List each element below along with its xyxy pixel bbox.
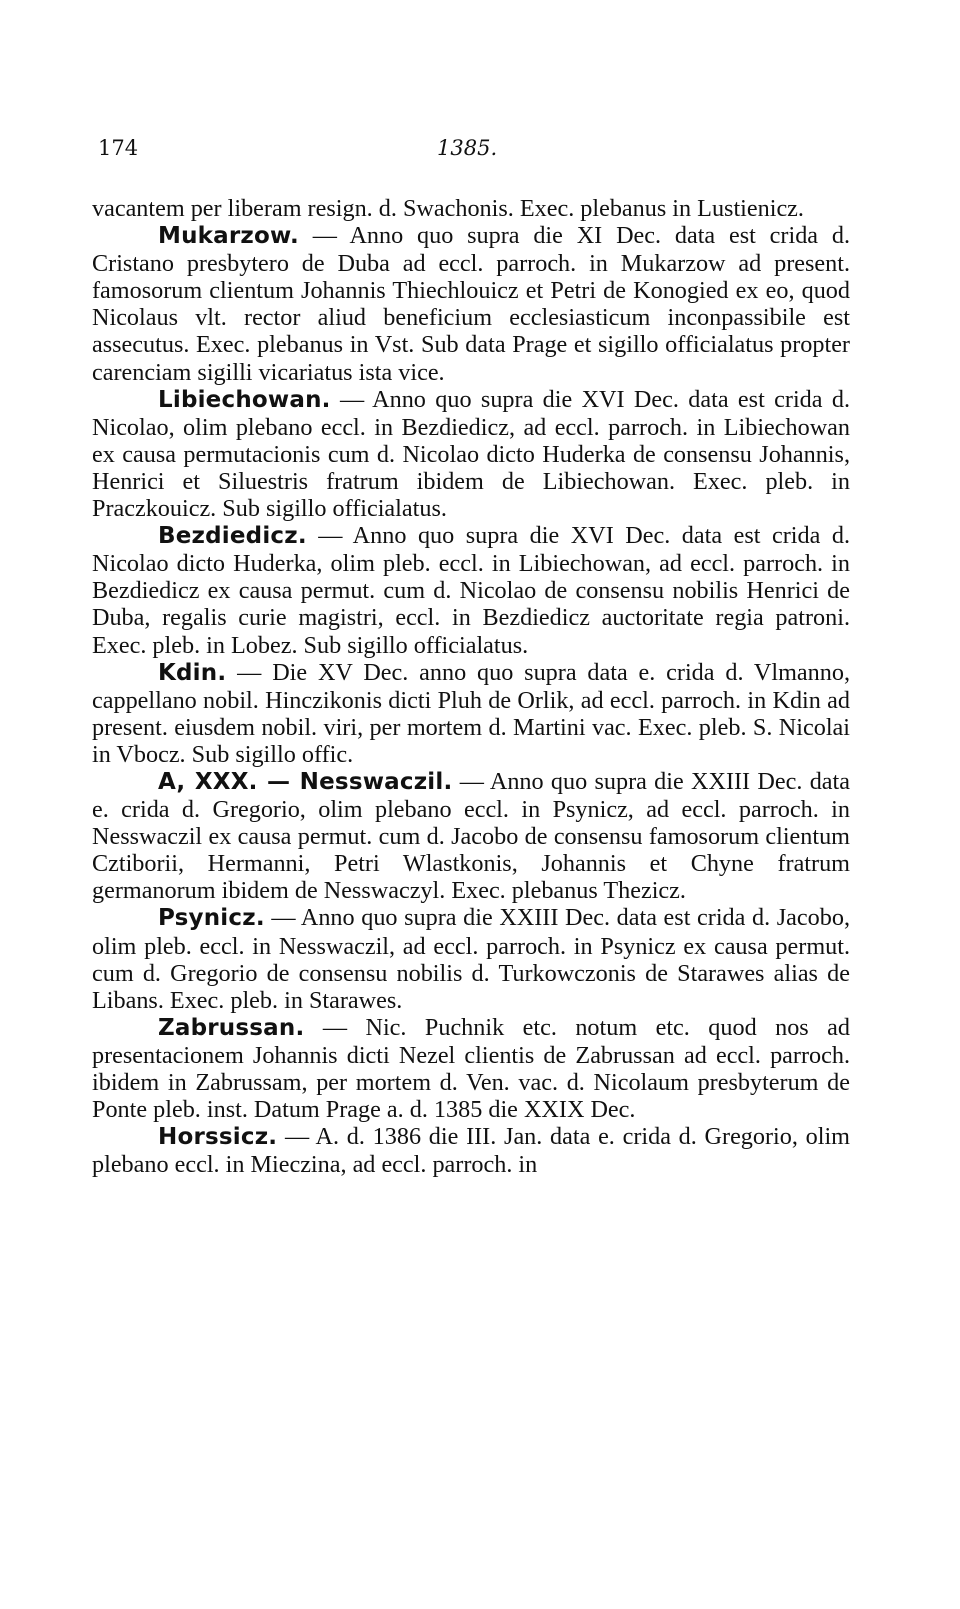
entry-heading: Zabrussan.	[158, 1014, 305, 1041]
entry-paragraph	[92, 659, 850, 768]
continuation-paragraph: vacantem per liberam resign. d. Swachonis. Exec. plebanus in Lustienicz.	[92, 195, 804, 222]
entry-paragraph	[92, 904, 850, 1013]
entry-paragraph	[92, 386, 850, 522]
page-number: 174	[98, 136, 139, 160]
entry-text: — Die XV Dec. anno quo supra data e. crida d. Vlmanno, cappellano nobil. Hinczikonis dicti Pluh de Orlik, ad eccl. parroch. in Kdin ad present. eiusdem nobil. viri, per mortem d. Martini vac. Exec. pleb. S. Nicolai in Vbocz. Sub sigillo offic.	[92, 658, 850, 768]
page-body	[92, 195, 850, 1178]
entry-heading: Mukarzow.	[158, 223, 299, 250]
entry-text: — A. d. 1386 die III. Jan. data e. crida d. Gregorio, olim plebano eccl. in Mieczina, ad eccl. parroch. in	[92, 1123, 850, 1179]
entry-heading: A, XXX. — Nesswaczil.	[158, 768, 453, 795]
entry-heading: Psynicz.	[158, 905, 265, 932]
entry-paragraph	[92, 1123, 850, 1178]
entry-paragraph	[92, 522, 850, 658]
entry-text: — Anno quo supra die XI Dec. data est crida d. Cristano presbytero de Duba ad eccl. parroch. in Mukarzow ad present. famosorum clientum Johannis Thiechlouicz et Petri de Konogied ex eo, quod Nicolaus vlt. rector aliud beneficium ecclesiasticum inconpassibile est assecutus. Exec. plebanus in Vst. Sub data Prage et sigillo officialatus propter carenciam sigilli vicariatus ista vice.	[92, 222, 850, 386]
entry-text: — Anno quo supra die XVI Dec. data est crida d. Nicolao dicto Huderka, olim pleb. eccl. in Libiechowan, ad eccl. parroch. in Bezdiedicz ex causa permut. cum d. Nicolao de consensu nobilis Henrici de Duba, regalis curie magistri, eccl. in Bezdiedicz auctoritate regia patroni. Exec. pleb. in Lobez. Sub sigillo officialatus.	[92, 522, 850, 659]
entry-paragraph	[92, 1014, 850, 1123]
entry-text: — Nic. Puchnik etc. notum etc. quod nos ad presentacionem Johannis dicti Nezel clientis de Zabrussan ad eccl. parroch. ibidem in Zabrussam, per mortem d. Ven. vac. d. Nicolaum presbyterum de Ponte pleb. inst. Datum Prage a. d. 1385 die XXIX Dec.	[92, 1013, 850, 1124]
entry-text: — Anno quo supra die XXIII Dec. data e. crida d. Gregorio, olim plebano eccl. in Psynicz, ad eccl. parroch. in Nesswaczil ex causa permut. cum d. Jacobo de consensu famosorum clientum Cztiborii, Hermanni, Petri Wlastkonis, Johannis et Chyne fratrum germanorum ibidem de Nesswaczyl. Exec. plebanus Thezicz.	[92, 767, 850, 905]
entry-paragraph	[92, 768, 850, 904]
entry-paragraph	[92, 222, 850, 386]
entry-text: — Anno quo supra die XXIII Dec. data est crida d. Jacobo, olim pleb. eccl. in Nesswaczil, ad eccl. parroch. in Psynicz ex causa permut. cum d. Gregorio de consensu nobilis d. Turkowczonis de Starawes alias de Libans. Exec. pleb. in Starawes.	[92, 904, 850, 1014]
entry-heading: Kdin.	[158, 659, 227, 686]
running-head	[92, 128, 850, 168]
book-page	[92, 128, 850, 1178]
running-head-year: 1385.	[437, 136, 498, 160]
entry-heading: Horssicz.	[158, 1124, 278, 1151]
entry-heading: Bezdiedicz.	[158, 523, 307, 550]
entry-heading: Libiechowan.	[158, 386, 331, 413]
entry-text: — Anno quo supra die XVI Dec. data est crida d. Nicolao, olim plebano eccl. in Bezdiedicz, ad eccl. parroch. in Libiechowan ex causa permutacionis cum d. Nicolao dicto Huderka de consensu Johannis, Henrici et Siluestris fratrum ibidem de Libiechowan. Exec. pleb. in Praczkouicz. Sub sigillo officialatus.	[92, 385, 850, 523]
